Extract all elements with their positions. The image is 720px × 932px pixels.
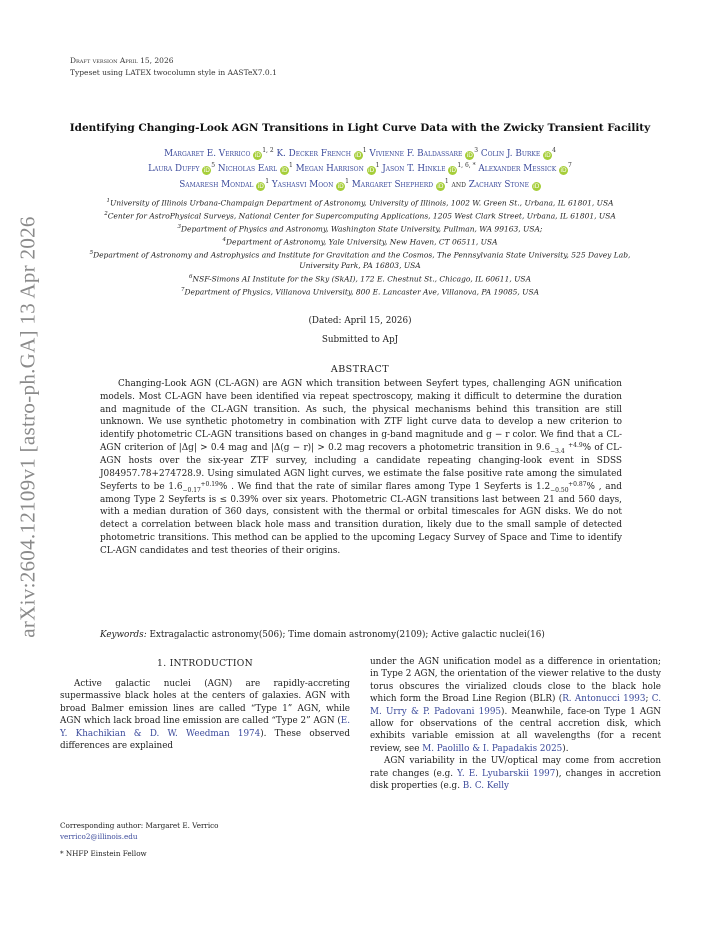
draft-line: Draft version April 15, 2026 — [70, 56, 174, 65]
corresponding-author: Corresponding author: Margaret E. Verrico verrico2@illinois.edu — [60, 821, 219, 841]
author[interactable]: Samaresh Mondal — [179, 179, 254, 190]
intro-right-column: under the AGN unification model as a difference in orientation; in Type 2 AGN, the orientation of the viewer relative to the dusty torus obscures the virialized clouds close to the black hole which form the Broad Line Region (BLR) (R. Antonucci 1993; C. M. Urry & P. Padovani 1995). Meanwhile, face-on Type 1 AGN allow for observations of the central accretion disk, which exhibits variable emission at all wavelengths (for a recent review, see M. Paolillo & I. Papadakis 2025). AGN variability in the UV/optical may come from accretion rate changes (e.g. Y. E. Lyubarskii 1997), changes in accretion disk properties (e.g. B. C. Kelly — [370, 657, 662, 792]
email-link[interactable]: verrico2@illinois.edu — [60, 832, 138, 841]
author[interactable]: Jason T. Hinkle — [382, 164, 446, 175]
author[interactable]: Laura Duffy — [148, 164, 200, 175]
orcid-icon[interactable]: iD — [337, 182, 344, 190]
affiliations — [55, 196, 665, 298]
orcid-icon[interactable]: iD — [437, 182, 444, 190]
orcid-icon[interactable]: iD — [367, 167, 375, 175]
orcid-icon[interactable]: iD — [257, 182, 264, 190]
affiliation: $^1$University of Illinois Urbana-Champaign Department of Astronomy, University of Illinois, 1002 W. Green St., Urbana, IL 61801, USA — [106, 198, 614, 208]
affiliation: $^2$Center for AstroPhysical Surveys, National Center for Supercomputing Applications, 1205 West Clark Street, Urbana, IL 61801, USA — [104, 211, 616, 221]
orcid-icon[interactable]: iD — [466, 151, 473, 159]
orcid-icon[interactable]: iD — [203, 167, 210, 175]
affiliation: $^3$Department of Physics and Astronomy, Washington State University, Pullman, WA 99163, USA; — [177, 224, 543, 234]
author[interactable]: Alexander Messick — [478, 164, 557, 175]
author-list: Margaret E. Verrico iD$^{1, 2}$ K. Decker French $iD^1$ Vivienne F. Baldassare $iD^3$ Colin J. Burke $iD^4$ Laura Duffy $iD^5$ Nicholas Earl $iD^1$ Megan Harrison $iD^1$ Jason T. Hinkle $iD^{1, 6, *}$ Alexander Messick $iD^7$ Samaresh Mondal $iD^1$ Yashasvi Moon $iD^1$ Margaret Shepherd $iD^1$ and Zachary Stone iD — [148, 147, 572, 190]
orcid-icon[interactable]: iD — [533, 182, 540, 190]
author[interactable]: Yashasvi Moon — [271, 179, 334, 190]
author[interactable]: Megan Harrison — [295, 164, 364, 175]
orcid-icon[interactable]: iD — [281, 167, 288, 175]
author[interactable]: Margaret E. Verrico — [164, 148, 251, 159]
arxiv-stamp: arXiv:2604.12109v1 [astro-ph.GA] 13 Apr 2026 — [15, 216, 40, 638]
abstract-body: Changing-Look AGN (CL-AGN) are AGN which transition between Seyfert types, challenging AGN unification models. Most CL-AGN have been identified via repeat spectroscopy, making it difficult to determine the duration and magnitude of the CL-AGN transition. As such, the physical mechanisms behind this transition are still unknown. We use synthetic photometry in combination with ZTF light curve data to develop a new criterion to identify photometric CL-AGN transitions based on changes in g-band magnitude and g − r color. We find that a CL-AGN criterion of |Δg| > 0.4 mag and |Δ(g − r)| > 0.2 mag recovers a photometric transition in 9.6 +4.9 −3.4 % of CL-AGN hosts over the six-year ZTF survey, including a candidate repeating changing-look event in SDSS J084957.78+274728.9. Using simulated AGN light curves, we estimate the false positive rate among the simulated Seyferts to be 1.6 +0.19 −0.17 % . We find that the rate of similar flares among Type 1 Seyferts is 1.2 +0.87 −0.50 % , and among Type 2 Seyferts is ≤ 0.39% over six years. Photometric CL-AGN transitions last between 21 and 560 days, with a median duration of 360 days, consistent with the thermal or orbital timescales for AGN disks. We do not detect a correlation between black hole mass and transition duration, likely due to the small sample of detected photometric transitions. This method can be applied to the upcoming Legacy Survey of Space and Time to identify CL-AGN candidates and test theories of their origins. — [100, 379, 622, 556]
and-word: and — [451, 179, 466, 190]
author[interactable]: Nicholas Earl — [217, 164, 278, 175]
intro-left-column: Active galactic nuclei (AGN) are rapidly-accreting supermassive black holes at the centers of galaxies. AGN with broad Balmer emission lines are called “Type 1” AGN, while AGN which lack broad line emission are called “Type 2” AGN (E. Y. Khachikian & D. W. Weedman 1974). These observed differences are explained — [60, 679, 350, 752]
fellow-footnote: * NHFP Einstein Fellow — [60, 849, 147, 858]
citation-link[interactable]: R. Antonucci 1993 — [562, 694, 646, 705]
affiliation: $^5$Department of Astronomy and Astrophysics and Institute for Gravitation and the Cosmos, The Pennsylvania State University, 525 Davey Lab, University Park, PA 16803, USA — [89, 250, 631, 271]
paper-title: Identifying Changing-Look AGN Transitions in Light Curve Data with the Zwicky Transient Facility — [69, 122, 651, 134]
citation-link[interactable]: C. M. Urry & P. Padovani 1995 — [370, 694, 662, 717]
abstract-heading: ABSTRACT — [330, 364, 390, 375]
orcid-icon[interactable]: iD — [544, 151, 551, 159]
orcid-icon[interactable]: iD — [355, 151, 362, 159]
citation-link[interactable]: B. C. Kelly — [462, 781, 510, 792]
author[interactable]: Margaret Shepherd — [351, 179, 434, 190]
author[interactable]: K. Decker French — [276, 148, 351, 159]
orcid-icon[interactable]: iD — [254, 151, 261, 159]
typeset-line: Typeset using LATEX twocolumn style in AASTeX7.0.1 — [70, 68, 277, 77]
author[interactable]: Zachary Stone — [468, 179, 529, 190]
dated-line: (Dated: April 15, 2026) — [308, 316, 412, 326]
keywords: Keywords: Extragalactic astronomy(506); Time domain astronomy(2109); Active galactic nuclei(16) — [100, 630, 545, 640]
citation-link[interactable]: Y. E. Lyubarskii 1997 — [457, 768, 556, 779]
affiliation: $^7$Department of Physics, Villanova University, 800 E. Lancaster Ave, Villanova, PA 19085, USA — [180, 287, 540, 297]
citation-link[interactable]: E. Y. Khachikian & D. W. Weedman 1974 — [60, 716, 350, 739]
orcid-icon[interactable]: iD — [449, 167, 456, 175]
citation-link[interactable]: M. Paolillo & I. Papadakis 2025 — [422, 743, 563, 754]
affiliation: $^6$NSF-Simons AI Institute for the Sky (SkAI), 172 E. Chestnut St., Chicago, IL 60611, USA — [189, 274, 531, 284]
author[interactable]: Vivienne F. Baldassare — [369, 148, 463, 159]
section-heading: 1. INTRODUCTION — [157, 658, 253, 669]
affiliation: $^4$Department of Astronomy, Yale University, New Haven, CT 06511, USA — [222, 237, 498, 247]
submitted-line: Submitted to ApJ — [321, 335, 399, 345]
author[interactable]: Colin J. Burke — [480, 148, 541, 159]
orcid-icon[interactable]: iD — [560, 167, 567, 175]
